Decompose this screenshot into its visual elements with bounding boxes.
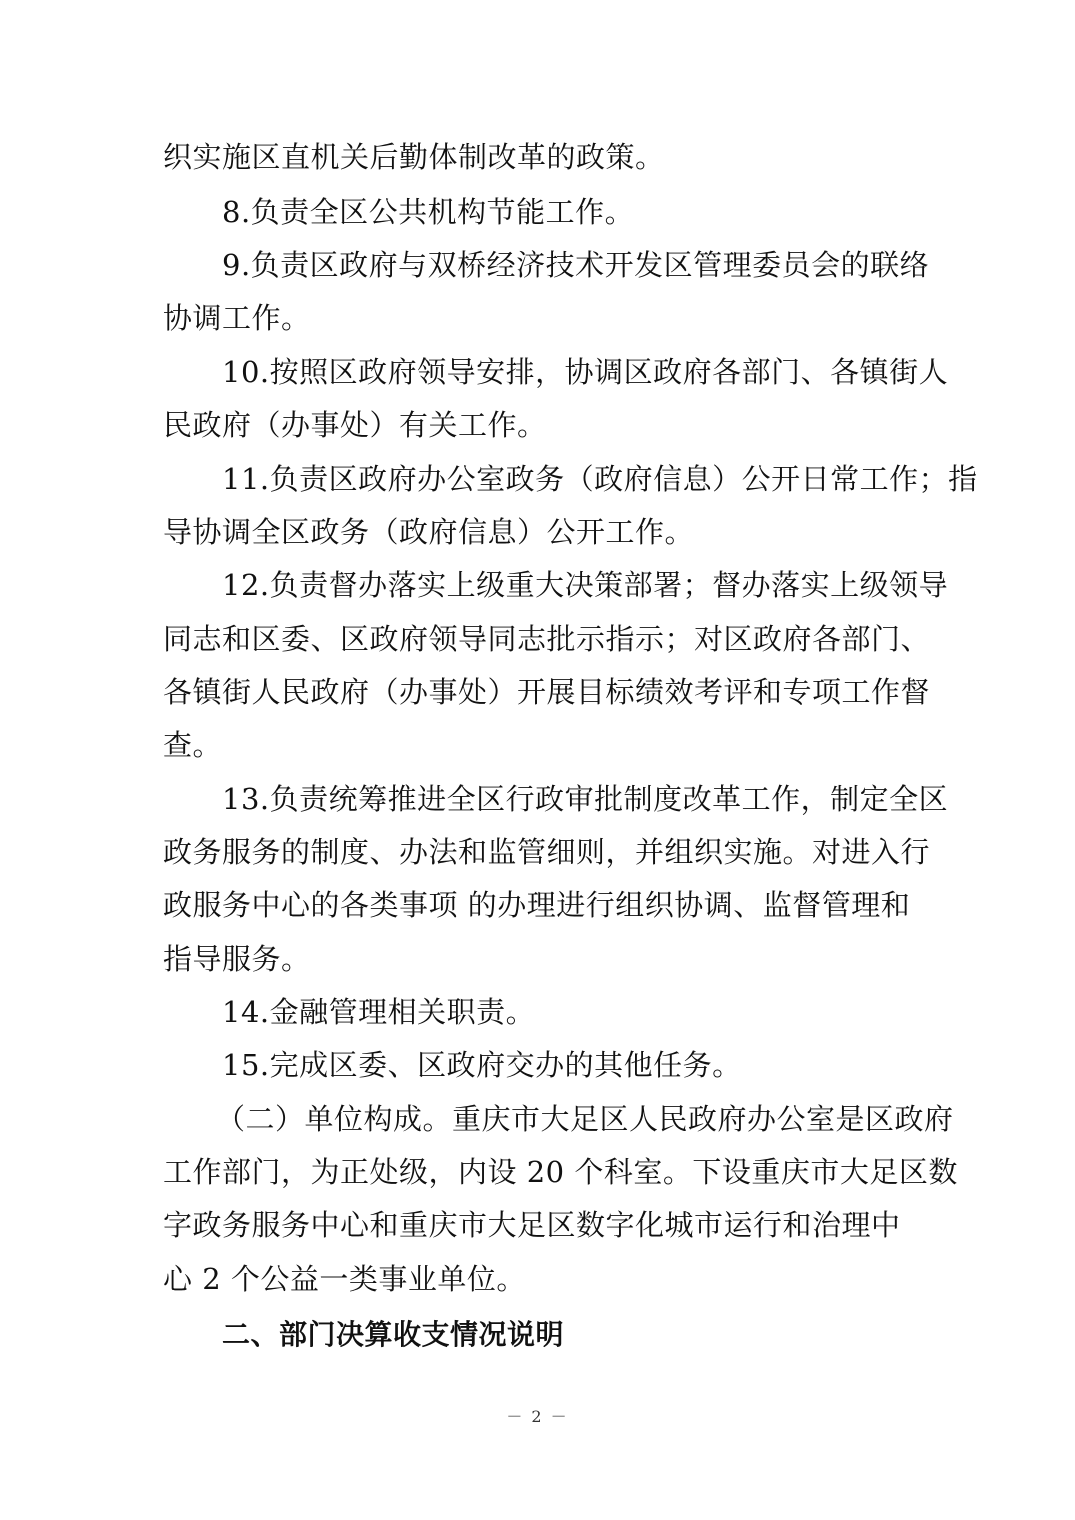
list-item-15: 15.完成区委、区政府交办的其他任务。 [222, 1048, 742, 1082]
body-text-line: 导协调全区政务（政府信息）公开工作。 [163, 515, 695, 549]
body-text-line: 各镇街人民政府（办事处）开展目标绩效考评和专项工作督 [163, 675, 931, 709]
section-heading: 二、部门决算收支情况说明 [222, 1318, 565, 1351]
body-text-line: 政务服务的制度、办法和监管细则，并组织实施。对进入行 [163, 835, 931, 869]
list-item-8: 8.负责全区公共机构节能工作。 [222, 195, 635, 229]
body-text-line: 协调工作。 [163, 301, 311, 335]
body-text-line: 工作部门，为正处级，内设 20 个科室。下设重庆市大足区数 [163, 1155, 958, 1189]
list-item-12: 12.负责督办落实上级重大决策部署；督办落实上级领导 [222, 568, 949, 602]
list-item-9: 9.负责区政府与双桥经济技术开发区管理委员会的联络 [222, 248, 930, 282]
list-item-14: 14.金融管理相关职责。 [222, 995, 536, 1029]
body-text-line: 指导服务。 [163, 942, 311, 976]
body-text-line: 同志和区委、区政府领导同志批示指示；对区政府各部门、 [163, 622, 931, 656]
unit-composition-paragraph: （二）单位构成。重庆市大足区人民政府办公室是区政府 [216, 1102, 954, 1136]
body-text-line: 查。 [163, 728, 223, 762]
list-item-10: 10.按照区政府领导安排，协调区政府各部门、各镇街人 [222, 355, 949, 389]
list-item-13: 13.负责统筹推进全区行政审批制度改革工作，制定全区 [222, 782, 949, 816]
body-text-line: 织实施区直机关后勤体制改革的政策。 [163, 140, 665, 174]
page-number: － 2 － [506, 1407, 569, 1426]
body-text-line: 民政府（办事处）有关工作。 [163, 408, 547, 442]
body-text-line: 字政务服务中心和重庆市大足区数字化城市运行和治理中 [163, 1208, 901, 1242]
body-text-line: 心 2 个公益一类事业单位。 [163, 1262, 526, 1296]
list-item-11: 11.负责区政府办公室政务（政府信息）公开日常工作；指 [222, 462, 978, 496]
body-text-line: 政服务中心的各类事项 的办理进行组织协调、监督管理和 [163, 888, 911, 922]
